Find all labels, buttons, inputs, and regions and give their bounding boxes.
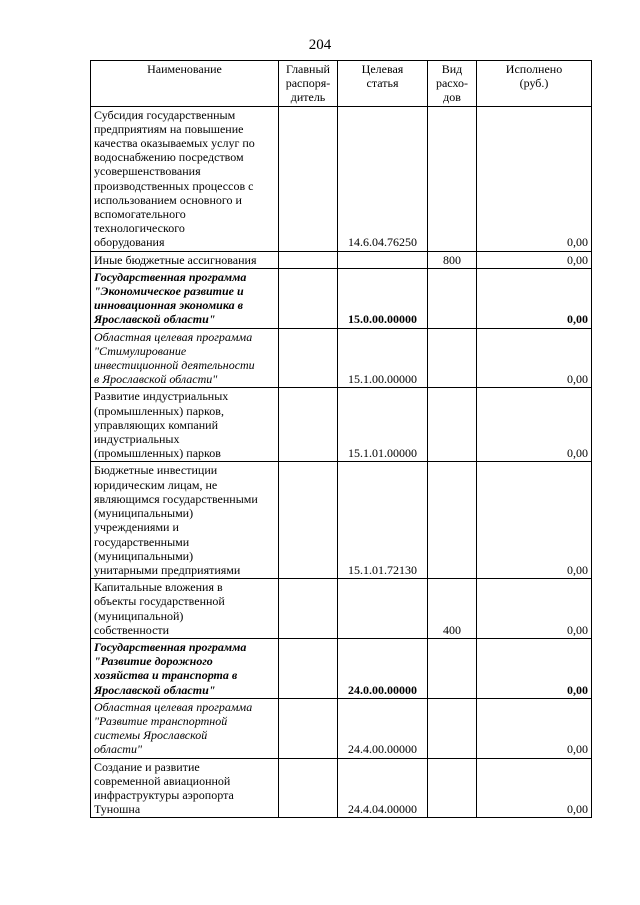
row-name-cell: Создание и развитие современной авиационной инфраструктуры аэропорта Туношна	[91, 758, 279, 818]
row-admin-cell	[279, 579, 338, 639]
row-code-cell: 15.1.01.00000	[338, 388, 428, 462]
table-row	[91, 758, 592, 818]
row-admin-cell	[279, 268, 338, 328]
row-name-cell: Развитие индустриальных (промышленных) парков, управляющих компаний индустриальных (промышленных) парков	[91, 388, 279, 462]
row-code-cell: 14.6.04.76250	[338, 106, 428, 251]
row-admin-cell	[279, 388, 338, 462]
row-kind-cell	[428, 268, 477, 328]
row-kind-cell	[428, 328, 477, 388]
row-kind-cell	[428, 388, 477, 462]
row-name-cell: Субсидия государственным предприятиям на повышение качества оказываемых услуг по водоснабжению посредством усовершенствования производственных процессов с использованием основного и вспомогательного технологического оборудования	[91, 106, 279, 251]
row-admin-cell	[279, 462, 338, 579]
row-admin-cell	[279, 106, 338, 251]
table-row	[91, 328, 592, 388]
row-kind-cell	[428, 698, 477, 758]
row-code-cell: 15.1.01.72130	[338, 462, 428, 579]
row-name-cell: Областная целевая программа "Стимулирование инвестиционной деятельности в Ярославской области"	[91, 328, 279, 388]
row-amount-cell: 0,00	[477, 698, 592, 758]
row-admin-cell	[279, 251, 338, 268]
row-amount-cell: 0,00	[477, 328, 592, 388]
table-row	[91, 638, 592, 698]
header-code: Целевая статья	[338, 61, 428, 107]
row-name-cell: Капитальные вложения в объекты государственной (муниципальной) собственности	[91, 579, 279, 639]
table-row	[91, 268, 592, 328]
row-name-cell: Бюджетные инвестиции юридическим лицам, не являющимся государственными (муниципальными) учреждениями и государственными (муниципальными) унитарными предприятиями	[91, 462, 279, 579]
row-amount-cell: 0,00	[477, 388, 592, 462]
row-amount-cell: 0,00	[477, 268, 592, 328]
header-amount: Исполнено (руб.)	[477, 61, 592, 107]
row-amount-cell: 0,00	[477, 251, 592, 268]
table-row	[91, 698, 592, 758]
header-name: Наименование	[91, 61, 279, 107]
row-admin-cell	[279, 698, 338, 758]
table-row	[91, 579, 592, 639]
row-name-cell: Государственная программа "Развитие дорожного хозяйства и транспорта в Ярославской области"	[91, 638, 279, 698]
row-kind-cell	[428, 106, 477, 251]
row-name-cell: Иные бюджетные ассигнования	[91, 251, 279, 268]
row-name-cell: Государственная программа "Экономическое развитие и инновационная экономика в Ярославской области"	[91, 268, 279, 328]
table-row	[91, 388, 592, 462]
row-admin-cell	[279, 638, 338, 698]
row-amount-cell: 0,00	[477, 758, 592, 818]
row-code-cell: 15.1.00.00000	[338, 328, 428, 388]
row-amount-cell: 0,00	[477, 579, 592, 639]
table-row	[91, 251, 592, 268]
table-row	[91, 462, 592, 579]
row-code-cell: 24.4.00.00000	[338, 698, 428, 758]
row-amount-cell: 0,00	[477, 638, 592, 698]
row-code-cell	[338, 251, 428, 268]
row-name-cell: Областная целевая программа "Развитие транспортной системы Ярославской области"	[91, 698, 279, 758]
page-number: 204	[308, 37, 332, 53]
table-header-row	[91, 61, 592, 107]
row-code-cell: 15.0.00.00000	[338, 268, 428, 328]
row-admin-cell	[279, 758, 338, 818]
header-admin: Главный распоря- дитель	[279, 61, 338, 107]
row-code-cell	[338, 579, 428, 639]
row-kind-cell	[428, 638, 477, 698]
row-kind-cell: 800	[428, 251, 477, 268]
row-amount-cell: 0,00	[477, 106, 592, 251]
row-admin-cell	[279, 328, 338, 388]
row-code-cell: 24.4.04.00000	[338, 758, 428, 818]
row-kind-cell	[428, 758, 477, 818]
budget-table	[90, 60, 592, 818]
row-kind-cell	[428, 462, 477, 579]
row-kind-cell: 400	[428, 579, 477, 639]
row-code-cell: 24.0.00.00000	[338, 638, 428, 698]
row-amount-cell: 0,00	[477, 462, 592, 579]
table-row	[91, 106, 592, 251]
header-kind: Вид расхо- дов	[428, 61, 477, 107]
